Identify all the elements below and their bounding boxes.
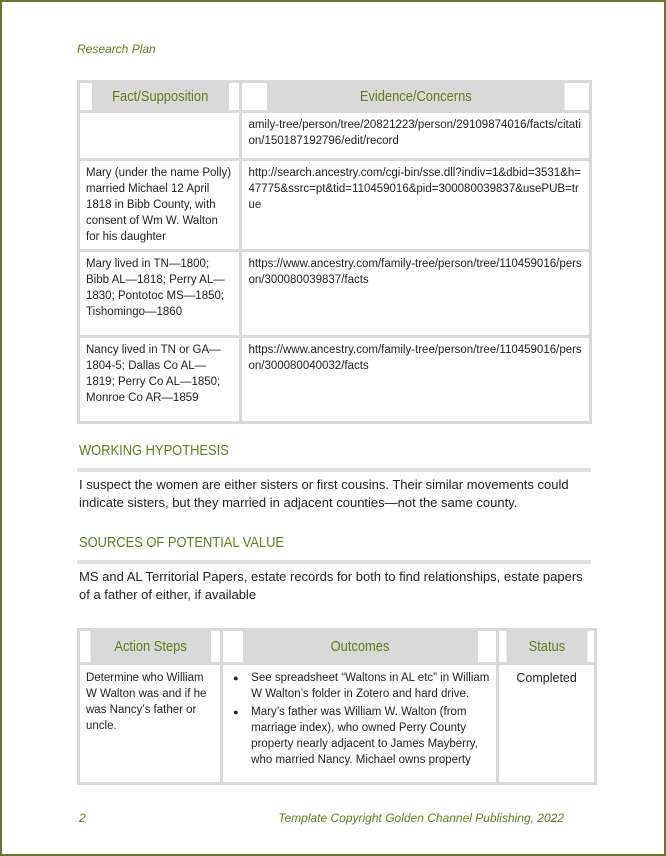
- working-hypothesis-heading: WORKING HYPOTHESIS: [79, 442, 229, 459]
- list-item: ● See spreadsheet “Waltons in AL etc” in William W Walton’s folder in Zotero and hard drive.: [251, 670, 490, 702]
- list-item: ● Mary’s father was William W. Walton (from marriage index), who owned Perry County property nearly adjacent to James Mayberry, who married Nancy. Michael owns property: [251, 704, 490, 768]
- facts-header-row: [79, 82, 591, 112]
- evidence-link[interactable]: http://search.ancestry.com/cgi-bin/sse.dll?indiv=1&dbid=3531&h=47775&ssrc=pt&tid=110459016&pid=300080039837&usePUB=true: [241, 160, 591, 251]
- section-divider: [77, 560, 591, 564]
- table-row: [79, 251, 591, 337]
- section-divider: [77, 468, 591, 472]
- action-steps-table: [77, 628, 597, 785]
- actions-header-row: [79, 630, 596, 664]
- table-row: [79, 160, 591, 251]
- fact-cell: Mary lived in TN—1800; Bibb AL—1818; Perry AL—1830; Pontotoc MS—1850; Tishomingo—1860: [79, 251, 241, 337]
- status-cell: Completed: [498, 664, 596, 784]
- fact-cell: Nancy lived in TN or GA—1804-5; Dallas Co AL—1819; Perry Co AL—1850; Monroe Co AR—1859: [79, 337, 241, 423]
- evidence-link[interactable]: amily-tree/person/tree/20821223/person/29109874016/facts/citation/150187192796/edit/record: [241, 112, 591, 160]
- fact-cell: Mary (under the name Polly) married Michael 12 April 1818 in Bibb County, with consent of Wm W. Walton for his daughter: [79, 160, 241, 251]
- table-row: [79, 664, 596, 784]
- action-steps-header: Action Steps: [89, 630, 212, 664]
- status-header: Status: [505, 630, 589, 664]
- copyright-notice: Template Copyright Golden Channel Publishing, 2022: [278, 811, 564, 825]
- sources-heading: SOURCES OF POTENTIAL VALUE: [79, 534, 285, 551]
- working-hypothesis-text: I suspect the women are either sisters or first cousins. Their similar movements could indicate sisters, but they married in adjacent counties—not the same county.: [79, 477, 569, 510]
- evidence-link[interactable]: https://www.ancestry.com/family-tree/person/tree/110459016/person/300080040032/facts: [241, 337, 591, 423]
- page-number: 2: [79, 811, 86, 825]
- fact-column-header: Fact/Supposition: [90, 82, 230, 112]
- table-row: [79, 112, 591, 160]
- fact-cell: [79, 112, 241, 160]
- outcomes-list: [229, 670, 490, 768]
- evidence-column-header: Evidence/Concerns: [265, 82, 566, 112]
- running-head: Research Plan: [77, 42, 156, 56]
- table-row: [79, 337, 591, 423]
- action-step-cell: Determine who William W Walton was and if he was Nancy’s father or uncle.: [79, 664, 222, 784]
- outcomes-cell: [222, 664, 498, 784]
- sources-text: MS and AL Territorial Papers, estate records for both to find relationships, estate papers of a father of either, if available: [79, 569, 583, 602]
- outcomes-header: Outcomes: [241, 630, 478, 664]
- evidence-link[interactable]: https://www.ancestry.com/family-tree/person/tree/110459016/person/300080039837/facts: [241, 251, 591, 337]
- facts-table: [77, 80, 592, 424]
